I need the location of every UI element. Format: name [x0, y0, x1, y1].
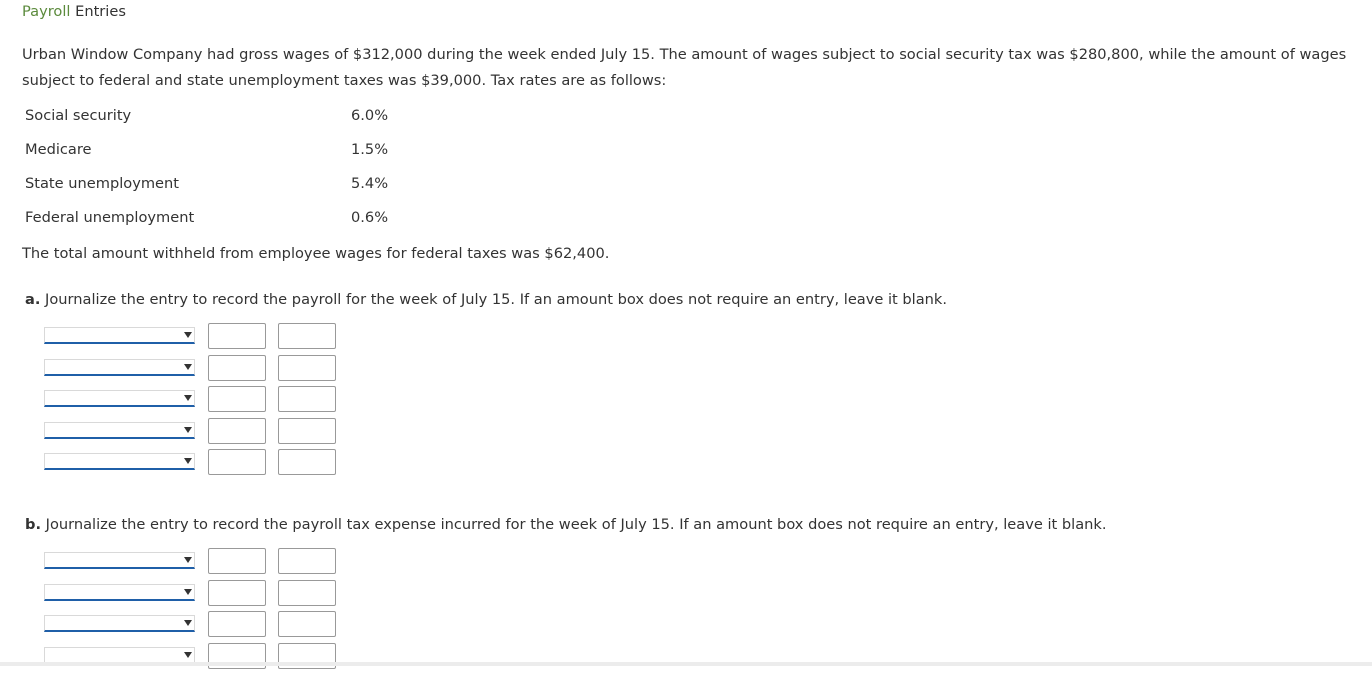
- rate-value: 6.0%: [351, 107, 389, 124]
- account-select[interactable]: [44, 327, 195, 344]
- problem-intro: Urban Window Company had gross wages of $312,000 during the week ended July 15. The amount of wages subject to social security tax was $280,800, while the amount of wages subject to federal and state unemployment taxes was $39,000. Tax rates are as follows:: [22, 46, 1347, 89]
- rate-label: State unemployment: [25, 175, 180, 192]
- account-select[interactable]: [44, 453, 195, 470]
- caret-down-icon: [184, 395, 192, 401]
- debit-input[interactable]: [208, 548, 266, 574]
- caret-down-icon: [184, 589, 192, 595]
- question-text: Journalize the entry to record the payroll for the week of July 15. If an amount box does not require an entry, leave it blank.: [45, 291, 948, 308]
- credit-input[interactable]: [278, 580, 336, 606]
- question-letter: a.: [25, 291, 41, 308]
- debit-input[interactable]: [208, 449, 266, 475]
- title-part-entries: Entries: [75, 3, 126, 20]
- question-letter: b.: [25, 516, 41, 533]
- rate-label: Medicare: [25, 141, 92, 158]
- rate-value: 5.4%: [351, 175, 389, 192]
- caret-down-icon: [184, 364, 192, 370]
- caret-down-icon: [184, 458, 192, 464]
- rate-value: 1.5%: [351, 141, 389, 158]
- caret-down-icon: [184, 427, 192, 433]
- credit-input[interactable]: [278, 323, 336, 349]
- account-select[interactable]: [44, 359, 195, 376]
- account-select[interactable]: [44, 552, 195, 569]
- credit-input[interactable]: [278, 418, 336, 444]
- caret-down-icon: [184, 557, 192, 563]
- debit-input[interactable]: [208, 580, 266, 606]
- debit-input[interactable]: [208, 611, 266, 637]
- question-text: Journalize the entry to record the payroll tax expense incurred for the week of July 15. If an amount box does not require an entry, leave it blank.: [45, 516, 1107, 533]
- account-select[interactable]: [44, 584, 195, 601]
- page-title: [22, 3, 126, 21]
- withheld-statement: The total amount withheld from employee wages for federal taxes was $62,400.: [22, 245, 610, 262]
- credit-input[interactable]: [278, 611, 336, 637]
- caret-down-icon: [184, 332, 192, 338]
- rate-label: Social security: [25, 107, 132, 124]
- account-select[interactable]: [44, 647, 195, 664]
- credit-input[interactable]: [278, 449, 336, 475]
- debit-input[interactable]: [208, 323, 266, 349]
- credit-input[interactable]: [278, 386, 336, 412]
- debit-input[interactable]: [208, 386, 266, 412]
- viewport-bottom-edge: [0, 662, 1372, 666]
- question-a: [25, 288, 947, 312]
- question-b: [25, 513, 1107, 537]
- account-select[interactable]: [44, 422, 195, 439]
- account-select[interactable]: [44, 390, 195, 407]
- rate-value: 0.6%: [351, 209, 389, 226]
- credit-input[interactable]: [278, 548, 336, 574]
- debit-input[interactable]: [208, 418, 266, 444]
- account-select[interactable]: [44, 615, 195, 632]
- caret-down-icon: [184, 652, 192, 658]
- debit-input[interactable]: [208, 355, 266, 381]
- caret-down-icon: [184, 620, 192, 626]
- rate-label: Federal unemployment: [25, 209, 195, 226]
- credit-input[interactable]: [278, 355, 336, 381]
- title-part-payroll: Payroll: [22, 3, 71, 20]
